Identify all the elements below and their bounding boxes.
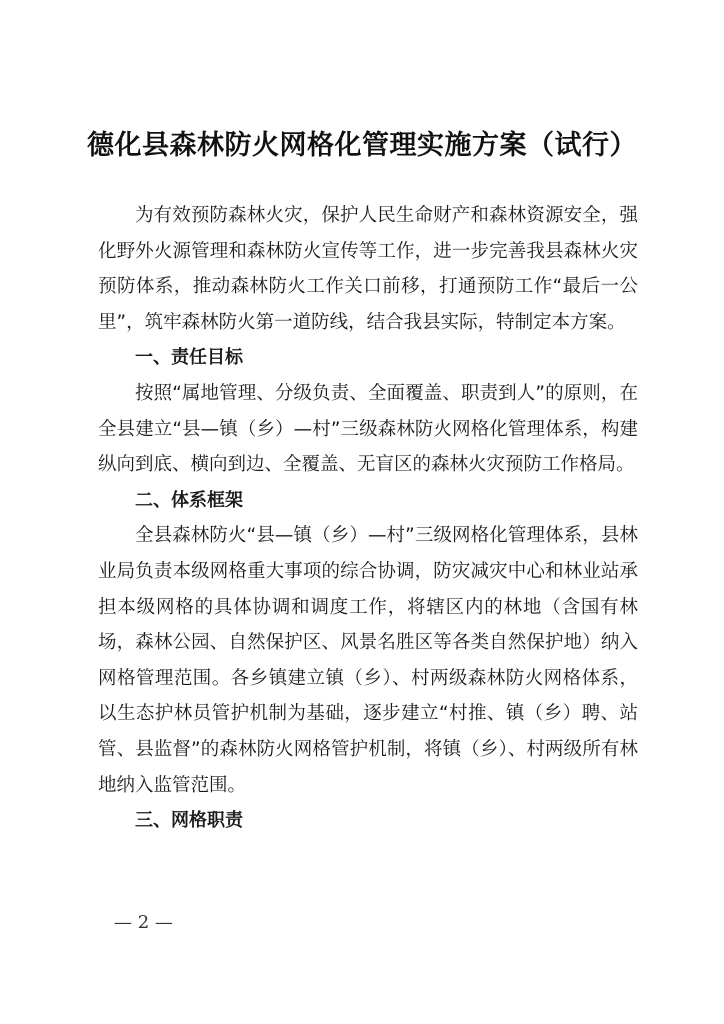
document-body (98, 198, 638, 839)
section-heading-duties: 三、网格职责 (135, 810, 243, 832)
section-heading-framework: 二、体系框架 (135, 489, 243, 511)
intro-paragraph: 为有效预防森林火灾，保护人民生命财产和森林资源安全，强化野外火源管理和森林防火宣传等工作，进一步完善我县森林火灾预防体系，推动森林防火工作关口前移，打通预防工作“最后一公里”，筑牢森林防火第一道防线，结合我县实际，特制定本方案。 (98, 205, 638, 333)
document-title: 德化县森林防火网格化管理实施方案（试行） (87, 130, 637, 161)
section-paragraph-framework: 全县森林防火“县—镇（乡）—村”三级网格化管理体系，县林业局负责本级网格重大事项的综合协调，防灾减灾中心和林业站承担本级网格的具体协调和调度工作，将辖区内的林地（含国有林场，森林公园、自然保护区、风景名胜区等各类自然保护地）纳入网格管理范围。各乡镇建立镇（乡）、村两级森林防火网格体系，以生态护林员管护机制为基础，逐步建立“村推、镇（乡）聘、站管、县监督”的森林防火网格管护机制，将镇（乡）、村两级所有林地纳入监管范围。 (98, 525, 638, 796)
section-paragraph-goals: 按照“属地管理、分级负责、全面覆盖、职责到人”的原则，在全县建立“县—镇（乡）—村”三级森林防火网格化管理体系，构建纵向到底、横向到边、全覆盖、无盲区的森林火灾预防工作格局。 (98, 382, 638, 476)
section-heading-goals: 一、责任目标 (135, 347, 243, 369)
page-number: — 2 — (114, 912, 173, 933)
